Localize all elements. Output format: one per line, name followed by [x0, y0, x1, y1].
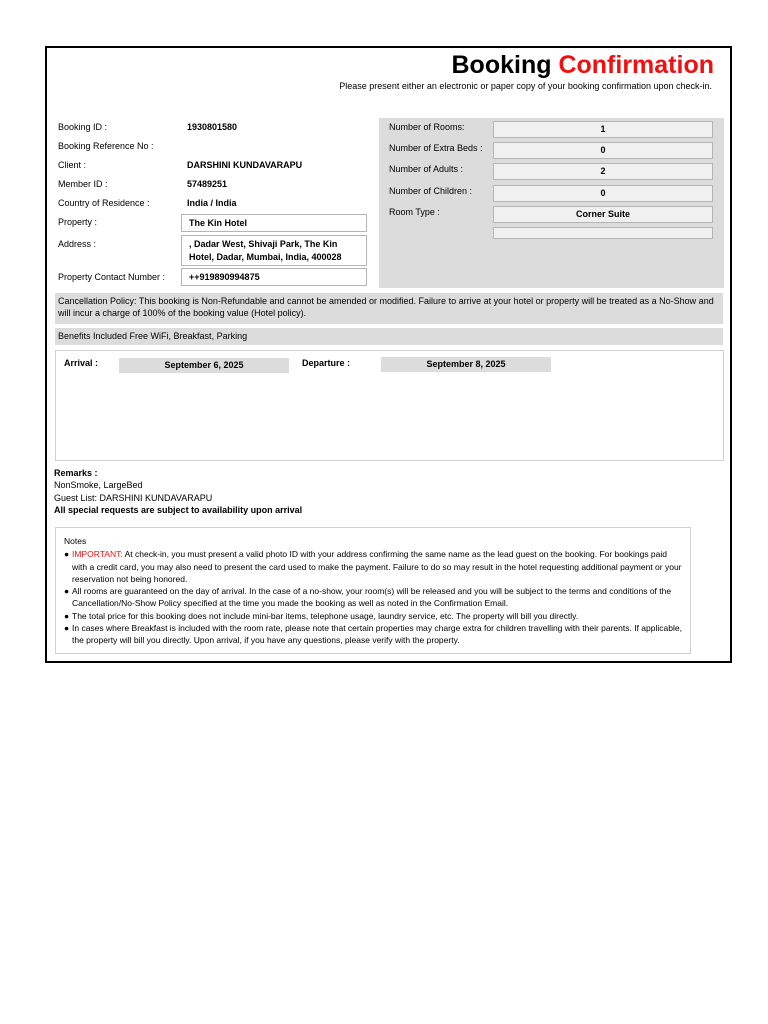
extra-beds-value: 0 [493, 142, 713, 159]
page-title [452, 51, 715, 80]
client-label: Client : [58, 160, 87, 170]
room-type-label: Room Type : [389, 207, 440, 217]
rooms-label: Number of Rooms: [389, 122, 465, 132]
room-extra-field [493, 227, 713, 239]
bullet-icon: ● [64, 586, 70, 597]
cancellation-policy: Cancellation Policy: This booking is Non-Refundable and cannot be amended or modified. Failure to arrive at your hotel or property will be treated as a No-Show and will incur a charge of 100% of the booking value (Hotel policy). [55, 293, 723, 324]
departure-label: Departure : [302, 358, 351, 368]
address-value: , Dadar West, Shivaji Park, The Kin Hotel, Dadar, Mumbai, India, 400028 [181, 235, 367, 266]
list-item [64, 610, 682, 622]
remarks-line: NonSmoke, LargeBed [54, 480, 143, 491]
adults-label: Number of Adults : [389, 164, 464, 174]
remarks-label: Remarks : [54, 468, 98, 478]
contact-number-value: ++919890994875 [181, 268, 367, 286]
guest-list: Guest List: DARSHINI KUNDAVARAPU [54, 492, 213, 503]
room-details-panel [379, 118, 724, 288]
booking-id-value: 1930801580 [187, 122, 238, 132]
property-value: The Kin Hotel [181, 214, 367, 232]
note-text: The total price for this booking does not include mini-bar items, telephone usage, laundry service, etc. The property will bill you directly. [72, 610, 579, 621]
note-text: In cases where Breakfast is included with the room rate, please note that certain properties may charge extra for children travelling with their parents. If applicable, the property will bill you directly. Upon arrival, if you have any questions, please verify with the property. [72, 623, 682, 646]
bullet-icon: ● [64, 549, 70, 560]
country-value: India / India [187, 198, 237, 208]
stay-dates-section [55, 350, 724, 461]
title-confirmation: Confirmation [558, 51, 714, 79]
booking-ref-label: Booking Reference No : [58, 141, 154, 151]
important-label: IMPORTANT: [72, 549, 123, 560]
notes-list [64, 548, 682, 646]
country-label: Country of Residence : [58, 198, 150, 208]
arrival-label: Arrival : [64, 358, 99, 368]
extra-beds-label: Number of Extra Beds : [389, 143, 483, 153]
children-value: 0 [493, 185, 713, 202]
member-id-value: 57489251 [187, 179, 228, 189]
page-subtitle: Please present either an electronic or paper copy of your booking confirmation upon check-in. [339, 81, 712, 91]
arrival-date: September 6, 2025 [119, 358, 289, 373]
note-text: All rooms are guaranteed on the day of arrival. In the case of a no-show, your room(s) will be released and you will be subject to the terms and conditions of the Cancellation/No-Show Policy specified at the time you made the booking as well as noted in the Confirmation Email. [72, 586, 672, 609]
bullet-icon: ● [64, 623, 70, 634]
bullet-icon: ● [64, 610, 70, 621]
list-item [64, 585, 682, 610]
rooms-value: 1 [493, 121, 713, 138]
notes-title: Notes [64, 536, 87, 546]
departure-date: September 8, 2025 [381, 357, 551, 372]
list-item [64, 548, 682, 585]
adults-value: 2 [493, 163, 713, 180]
special-requests-note: All special requests are subject to availability upon arrival [54, 505, 303, 516]
booking-id-label: Booking ID : [58, 122, 108, 132]
remarks-section [54, 467, 302, 517]
client-value: DARSHINI KUNDAVARAPU [187, 160, 303, 170]
room-type-value: Corner Suite [493, 206, 713, 223]
list-item [64, 622, 682, 647]
children-label: Number of Children : [389, 186, 473, 196]
notes-section [55, 527, 691, 654]
member-id-label: Member ID : [58, 179, 108, 189]
title-booking: Booking [451, 51, 552, 79]
booking-confirmation-document [45, 46, 732, 663]
property-label: Property : [58, 217, 98, 227]
note-text: At check-in, you must present a valid photo ID with your address confirming the same name as the lead guest on the booking. For bookings paid with a credit card, you may also need to present the card used to make the payment. Failure to do so may result in the hotel requesting additional payment or your reservation not being honored. [72, 549, 682, 584]
address-label: Address : [58, 239, 97, 249]
benefits-included: Benefits Included Free WiFi, Breakfast, Parking [55, 328, 723, 345]
contact-number-label: Property Contact Number : [58, 272, 166, 282]
